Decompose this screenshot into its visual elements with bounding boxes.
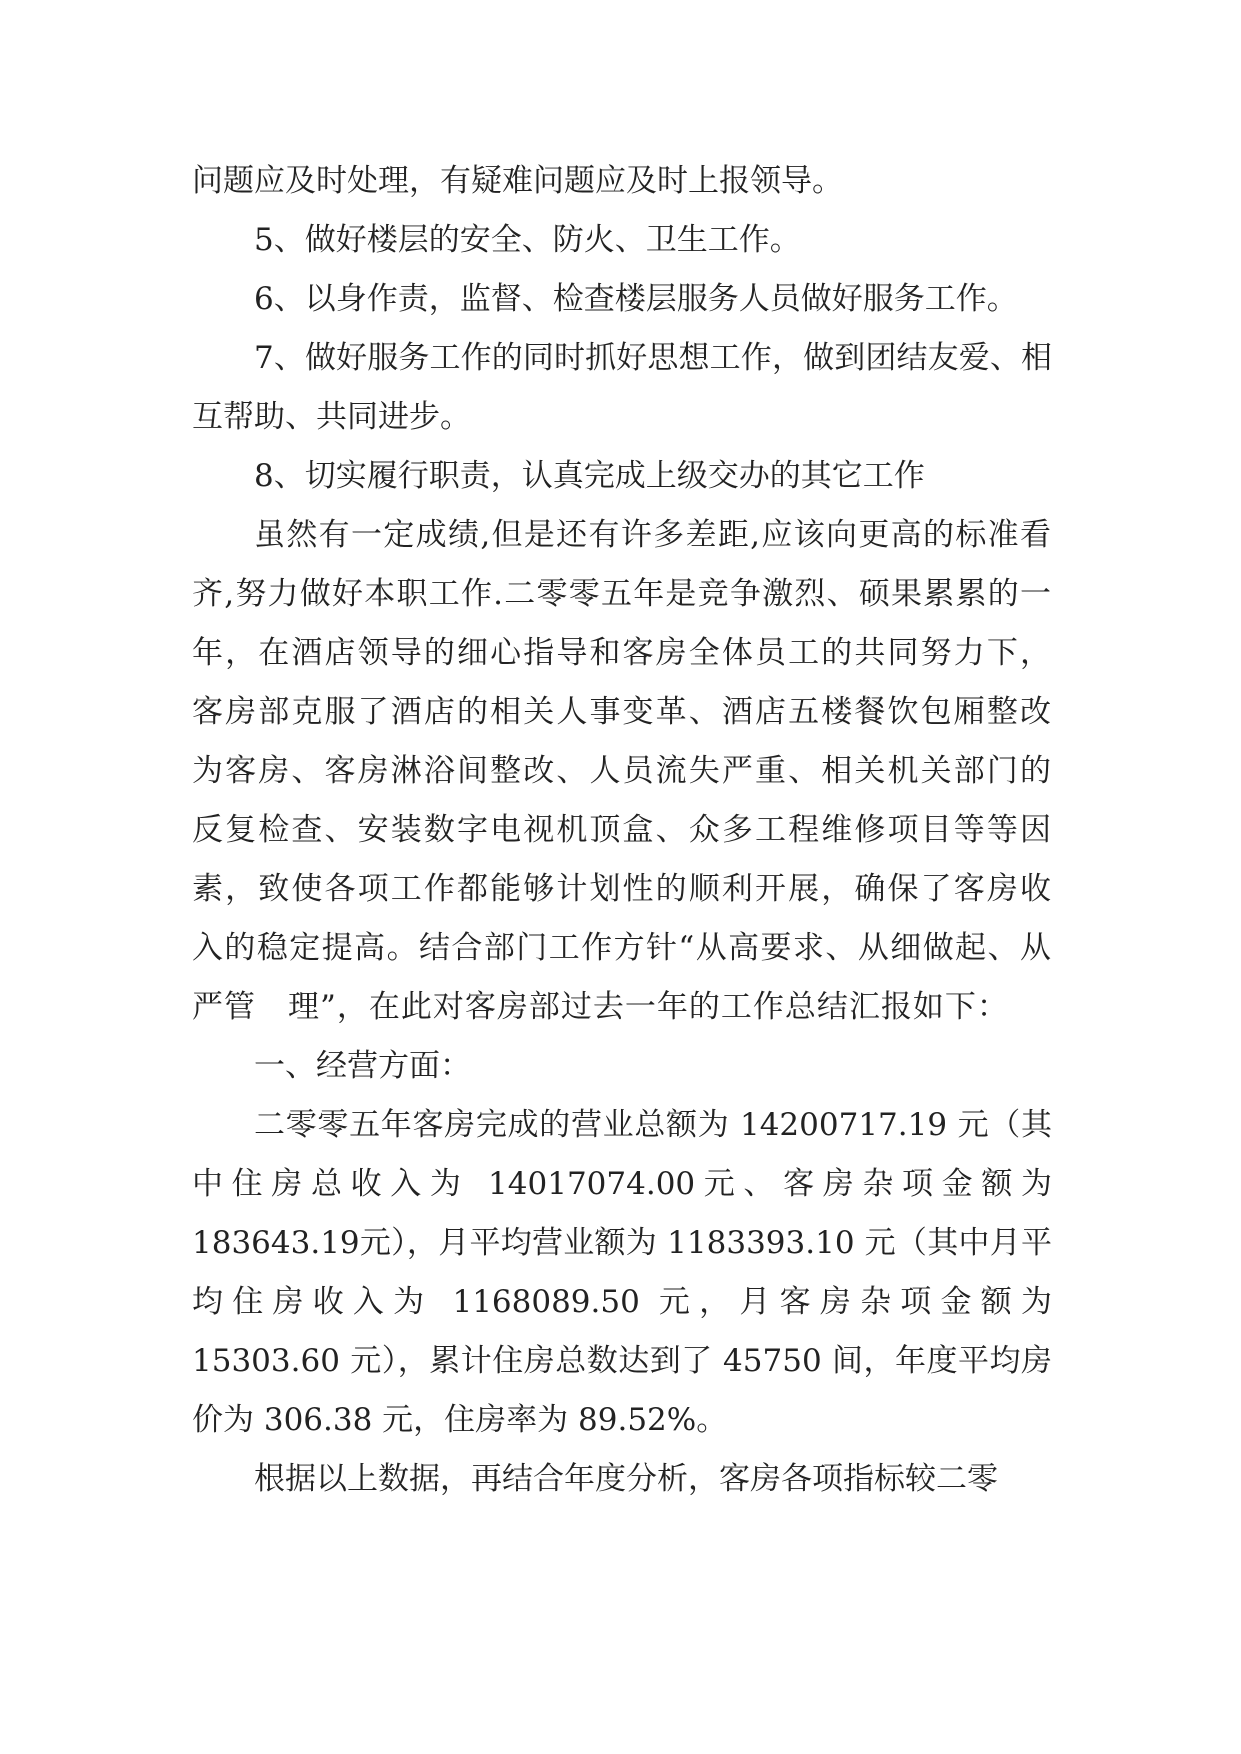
paragraph-item-5: 5、做好楼层的安全、防火、卫生工作。 [254,222,801,258]
paragraph-summary-intro: 虽然有一定成绩,但是还有许多差距,应该向更高的标准看齐,努力做好本职工作.二零零五年是竞争激烈、硕果累累的一年，在酒店领导的细心指导和客房全体员工的共同努力下，客房部克服了酒店的相关人事变革、酒店五楼餐饮包厢整改为客房、客房淋浴间整改、人员流失严重、相关机关部门的反复检查、安装数字电视机顶盒、众多工程维修项目等等因素，致使各项工作都能够计划性的顺利开展，确保了客房收入的稳定提高。结合部门工作方针“从高要求、从细做起、从严管 理”，在此对客房部过去一年的工作总结汇报如下： [192,517,1052,1025]
paragraph-item-7: 7、做好服务工作的同时抓好思想工作，做到团结友爱、相互帮助、共同进步。 [192,340,1052,435]
document-body [192,152,1052,1509]
paragraph-analysis: 根据以上数据，再结合年度分析，客房各项指标较二零 [254,1461,998,1497]
paragraph-item-8: 8、切实履行职责，认真完成上级交办的其它工作 [254,458,925,494]
paragraph-item-6: 6、以身作责，监督、检查楼层服务人员做好服务工作。 [254,281,1018,317]
paragraph-continuation: 问题应及时处理，有疑难问题应及时上报领导。 [192,163,843,199]
section-heading-operations: 一、经营方面： [254,1048,471,1084]
paragraph-revenue-figures: 二零零五年客房完成的营业总额为 14200717.19 元（其中住房总收入为 14017074.00元、客房杂项金额为 183643.19元），月平均营业额为 1183393.10 元（其中月平均住房收入为 1168089.50 元，月客房杂项金额为 15303.60 元），累计住房总数达到了 45750 间，年度平均房价为 306.38 元，住房率为 89.52%。 [192,1107,1052,1438]
